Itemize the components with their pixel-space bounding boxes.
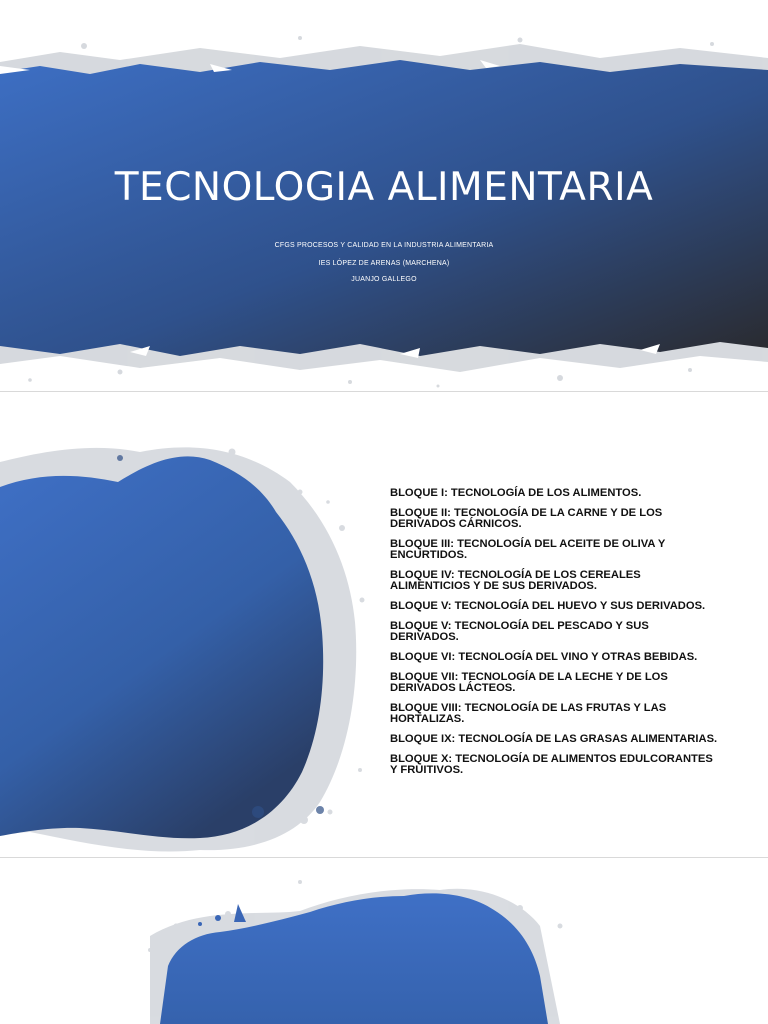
list-item: BLOQUE X: TECNOLOGÍA DE ALIMENTOS EDULCORANTES Y FRUITIVOS.: [390, 753, 713, 776]
list-item: BLOQUE VIII: TECNOLOGÍA DE LAS FRUTAS Y LAS HORTALIZAS.: [390, 702, 667, 725]
list-item: BLOQUE I: TECNOLOGÍA DE LOS ALIMENTOS.: [390, 487, 642, 499]
list-item: BLOQUE VII: TECNOLOGÍA DE LA LECHE Y DE LOS DERIVADOS LÁCTEOS.: [390, 671, 668, 694]
list-item: BLOQUE V: TECNOLOGÍA DEL HUEVO Y SUS DERIVADOS.: [390, 600, 706, 612]
list-item: BLOQUE III: TECNOLOGÍA DEL ACEITE DE OLIVA Y ENCURTIDOS.: [390, 538, 666, 561]
bloque-list: [390, 488, 720, 785]
list-item: BLOQUE II: TECNOLOGÍA DE LA CARNE Y DE LOS DERIVADOS CÁRNICOS.: [390, 507, 663, 530]
title-slide: [0, 0, 768, 392]
slide-separator: [0, 391, 768, 392]
subtitle-course: CFGS PROCESOS Y CALIDAD EN LA INDUSTRIA ALIMENTARIA: [274, 242, 494, 249]
list-item: BLOQUE V: TECNOLOGÍA DEL PESCADO Y SUS DERIVADOS.: [390, 620, 649, 643]
slide-separator: [0, 857, 768, 858]
subtitle-author: JUANJO GALLEGO: [351, 276, 417, 283]
list-item: BLOQUE IV: TECNOLOGÍA DE LOS CEREALES ALIMENTICIOS Y DE SUS DERIVADOS.: [390, 569, 641, 592]
list-item: BLOQUE IX: TECNOLOGÍA DE LAS GRASAS ALIMENTARIAS.: [390, 733, 718, 745]
subtitle-school: IES LÓPEZ DE ARENAS (MARCHENA): [318, 260, 450, 267]
slide-title: TECNOLOGIA ALIMENTARIA: [114, 165, 654, 210]
index-slide: [0, 432, 768, 857]
list-item: BLOQUE VI: TECNOLOGÍA DEL VINO Y OTRAS BEBIDAS.: [390, 651, 698, 663]
partial-slide: [0, 866, 768, 1024]
paint-blob: [0, 866, 768, 1024]
